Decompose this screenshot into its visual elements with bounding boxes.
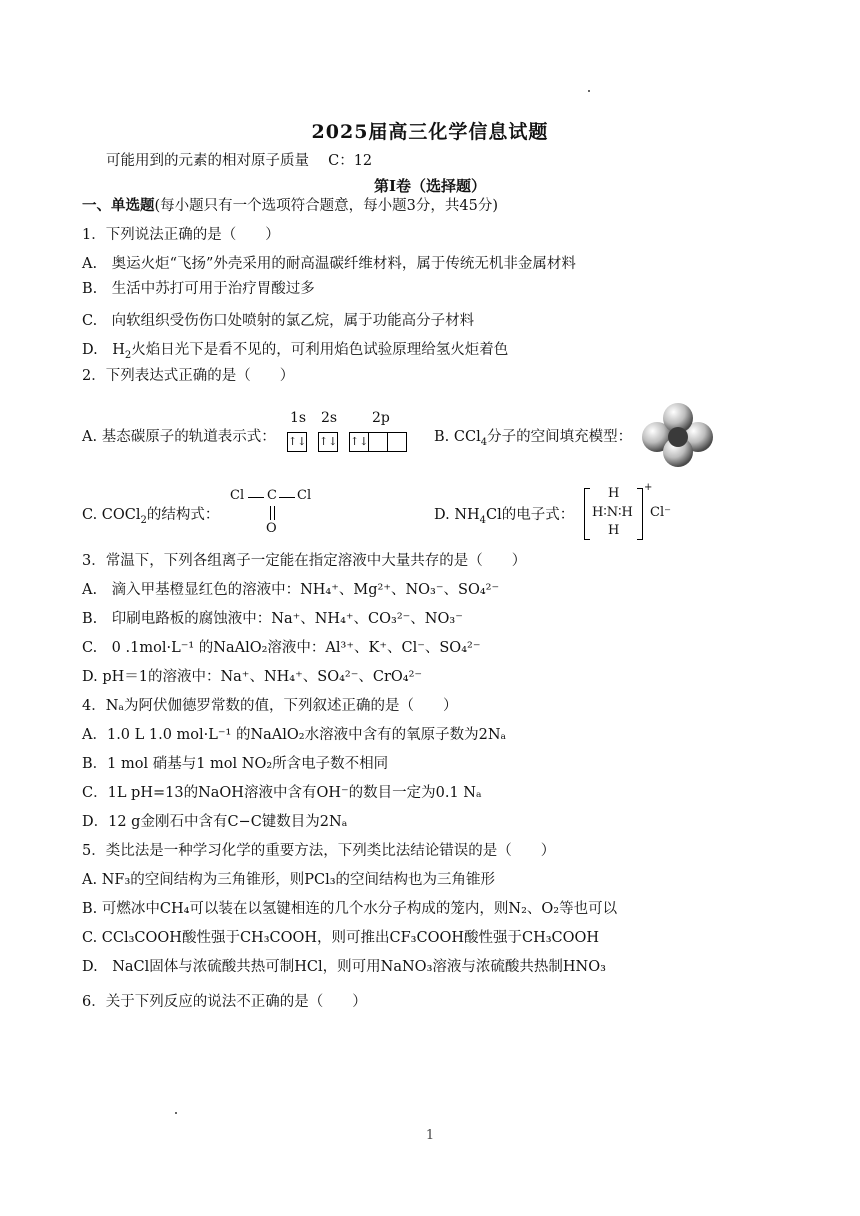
struct-c: C <box>267 488 277 503</box>
q2-c-sub: 2 <box>140 514 147 526</box>
bracket-left <box>584 488 590 540</box>
scan-dot-2 <box>175 1112 177 1114</box>
orbital-diagram <box>286 410 416 456</box>
q1-d-sub: 2 <box>124 349 132 361</box>
q4-option-c: C．1L pH=13的NaOH溶液中含有OH⁻的数目一定为0.1 Nₐ <box>82 785 482 801</box>
struct-cl-left: Cl <box>230 488 245 503</box>
q5-option-a: A. NF₃的空间结构为三角锥形，则PCl₃的空间结构也为三角锥形 <box>82 872 496 888</box>
elec-h-top: H <box>608 486 620 501</box>
q2-option-b <box>434 427 632 453</box>
orbital-box-2p-3 <box>387 432 407 452</box>
q2-b-pre: B. CCl <box>434 429 481 445</box>
nh4cl-electron-formula <box>584 482 684 542</box>
q1-option-b: B. 生活中苏打可用于治疗胃酸过多 <box>82 281 315 297</box>
q5-option-c: C. CCl₃COOH酸性强于CH₃COOH，则可推出CF₃COOH酸性强于CH₃COOH <box>82 930 600 946</box>
atomic-mass-note: 可能用到的元素的相对原子质量 C：12 <box>106 153 373 169</box>
bond-right <box>279 497 295 498</box>
q3-option-c: C. 0 .1mol·L⁻¹ 的NaAlO₂溶液中：Al³⁺、K⁺、Cl⁻、SO₄²⁻ <box>82 640 481 656</box>
q2-d-pre: D. NH <box>434 507 480 523</box>
elec-h-bottom: H <box>608 523 620 538</box>
q2-option-c <box>82 505 219 531</box>
q3-option-b: B. 印刷电路板的腐蚀液中：Na⁺、NH₄⁺、CO₃²⁻、NO₃⁻ <box>82 611 463 627</box>
ccl4-space-filling-model <box>640 400 716 470</box>
q1-option-c: C. 向软组织受伤伤口处喷射的氯乙烷，属于功能高分子材料 <box>82 313 475 329</box>
struct-cl-right: Cl <box>297 488 312 503</box>
q2-stem: 2．下列表达式正确的是（ ） <box>82 368 295 384</box>
elec-charge-plus: + <box>644 482 653 493</box>
c-atom-center <box>668 427 688 447</box>
q5-option-d: D. NaCl固体与浓硫酸共热可制HCl，则可用NaNO₃溶液与浓硫酸共热制HNO₃ <box>82 959 606 975</box>
q2-b-post: 分子的空间填充模型： <box>487 429 633 445</box>
scan-dot <box>588 90 590 92</box>
section-title: 第Ⅰ卷（选择题） <box>373 177 487 195</box>
q2-option-a: A. 基态碳原子的轨道表示式： <box>82 429 276 445</box>
q6-stem: 6．关于下列反应的说法不正确的是（ ） <box>82 994 367 1010</box>
q1-option-a: A. 奥运火炬“飞扬”外壳采用的耐高温碳纤维材料，属于传统无机非金属材料 <box>82 256 576 272</box>
q1-option-d <box>82 340 508 366</box>
q4-option-d: D．12 g金刚石中含有C−C键数目为2Nₐ <box>82 814 348 830</box>
double-bond-2 <box>274 506 275 520</box>
part-heading <box>82 196 498 216</box>
q2-d-sub: 4 <box>479 514 487 526</box>
q3-option-a: A. 滴入甲基橙显红色的溶液中：NH₄⁺、Mg²⁺、NO₃⁻、SO₄²⁻ <box>82 582 500 598</box>
q2-option-d <box>434 505 574 531</box>
double-bond-1 <box>270 506 271 520</box>
bracket-right <box>637 488 643 540</box>
q5-stem: 5．类比法是一种学习化学的重要方法，下列类比法结论错误的是（ ） <box>82 843 556 859</box>
elec-cl-minus: Cl⁻ <box>650 505 671 520</box>
q3-stem: 3．常温下，下列各组离子一定能在指定溶液中大量共存的是（ ） <box>82 553 527 569</box>
orbital-box-2p-1: ↑↓ <box>349 432 369 452</box>
q4-option-a: A．1.0 L 1.0 mol·L⁻¹ 的NaAlO₂水溶液中含有的氧原子数为2Nₐ <box>82 727 507 743</box>
orbital-box-2p-2 <box>368 432 388 452</box>
orbital-label-2s: 2s <box>321 410 338 426</box>
q1-d-post: 火焰日光下是看不见的，可利用焰色试验原理给氢火炬着色 <box>131 342 509 358</box>
elec-h-n-h: H∶N∶H <box>592 505 633 520</box>
q2-c-pre: C. COCl <box>82 507 141 523</box>
q2-c-post: 的结构式： <box>146 507 220 523</box>
q1-d-pre: D. H <box>82 342 125 358</box>
exam-title: 2025届高三化学信息试题 <box>311 121 549 143</box>
struct-o: O <box>266 521 277 536</box>
q4-stem: 4．Nₐ为阿伏伽德罗常数的值，下列叙述正确的是（ ） <box>82 698 458 714</box>
q3-option-d: D. pH＝1的溶液中：Na⁺、NH₄⁺、SO₄²⁻、CrO₄²⁻ <box>82 669 423 685</box>
orbital-box-1s: ↑↓ <box>287 432 307 452</box>
part-title: 一、单选题 <box>82 197 155 214</box>
bond-left <box>248 497 264 498</box>
q2-b-sub: 4 <box>480 436 488 448</box>
orbital-label-1s: 1s <box>290 410 307 426</box>
page-number: 1 <box>425 1128 435 1143</box>
q5-option-b: B. 可燃冰中CH₄可以装在以氢键相连的几个水分子构成的笼内，则N₂、O₂等也可以 <box>82 901 618 917</box>
part-note: (每小题只有一个选项符合题意，每小题3分，共45分) <box>154 198 498 214</box>
q1-stem: 1．下列说法正确的是（ ） <box>82 227 280 243</box>
orbital-box-2s: ↑↓ <box>318 432 338 452</box>
orbital-label-2p: 2p <box>372 410 390 426</box>
cocl2-structure <box>230 488 320 538</box>
q4-option-b: B．1 mol 硝基与1 mol NO₂所含电子数不相同 <box>82 756 389 772</box>
q2-d-post: Cl的电子式： <box>486 507 575 523</box>
